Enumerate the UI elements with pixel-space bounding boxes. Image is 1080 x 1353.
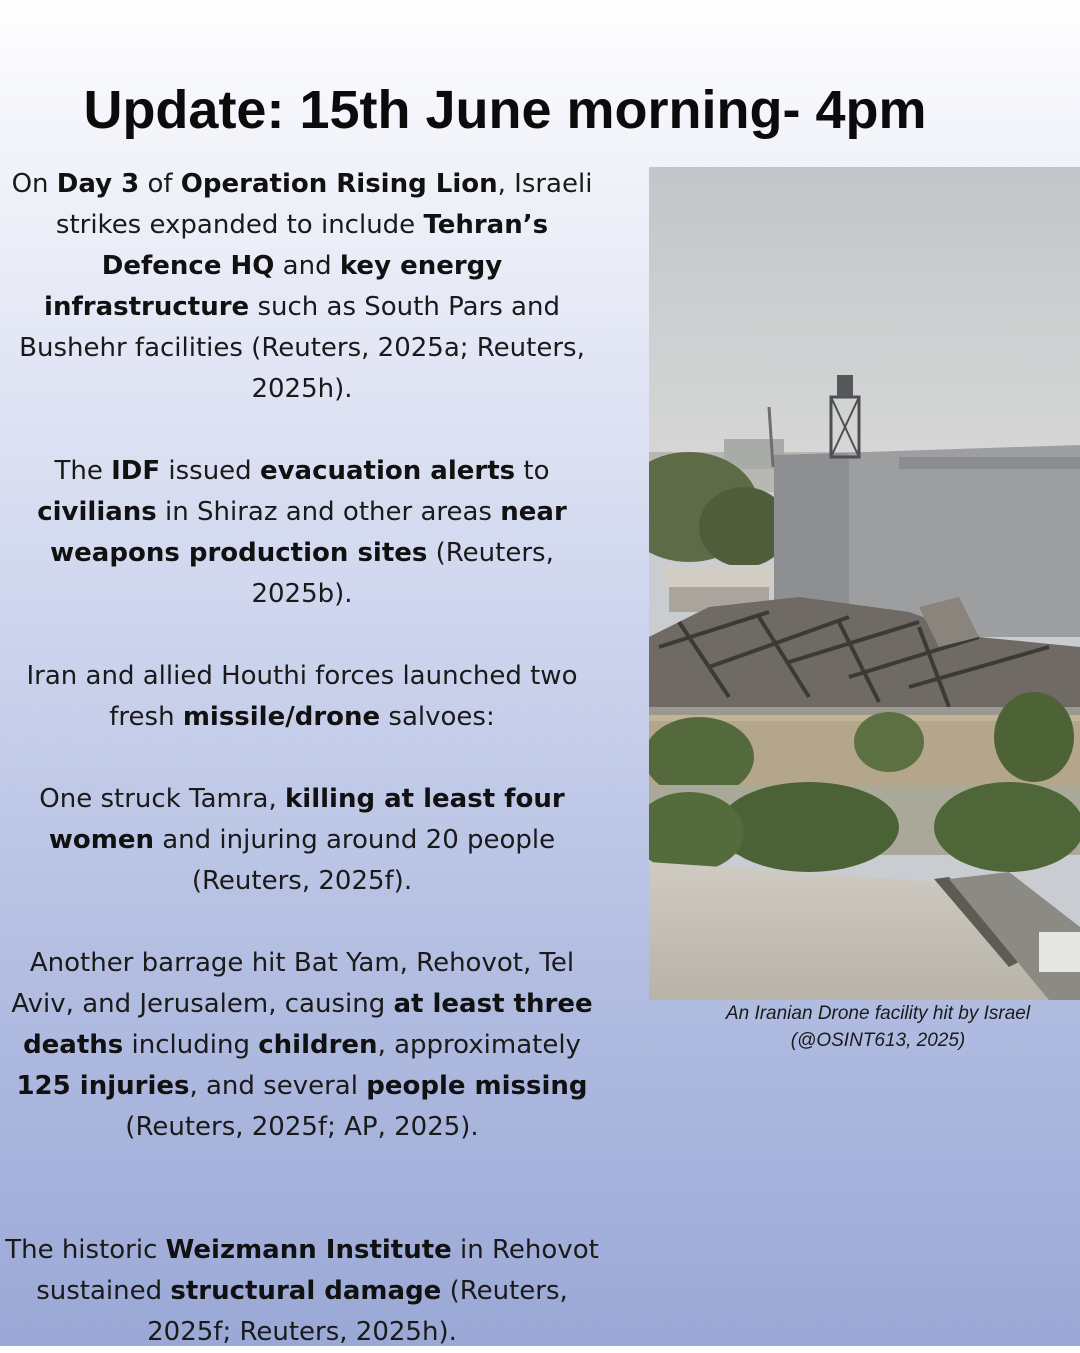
bold-text: near weapons production sites bbox=[50, 497, 567, 568]
caption-line: An Iranian Drone facility hit by Israel bbox=[725, 1003, 1031, 1024]
bold-text: missile/drone bbox=[182, 702, 381, 732]
bold-text: evacuation alerts bbox=[259, 456, 516, 486]
text-span: (Reuters, 2025f; AP, 2025). bbox=[125, 1112, 479, 1142]
bold-text: killing at least four women bbox=[48, 784, 565, 855]
bold-text: Operation Rising Lion bbox=[180, 169, 498, 199]
bold-text: Weizmann Institute bbox=[165, 1235, 452, 1265]
photo-illustration bbox=[649, 167, 1080, 1000]
text-span: issued bbox=[160, 456, 260, 486]
text-span: (Reuters, 2025f; Reuters, 2025h). bbox=[147, 1276, 568, 1347]
bold-text: children bbox=[258, 1030, 378, 1060]
drone-facility-photo bbox=[649, 167, 1080, 1000]
bold-text: civilians bbox=[37, 497, 157, 527]
bold-text: structural damage bbox=[170, 1276, 442, 1306]
paragraph-weizmann bbox=[0, 1230, 604, 1353]
text-span: in Shiraz and other areas bbox=[156, 497, 501, 527]
text-span: including bbox=[123, 1030, 259, 1060]
bold-text: Day 3 bbox=[56, 169, 140, 199]
paragraph-idf-evacuation bbox=[0, 451, 604, 615]
paragraph-tamra bbox=[0, 779, 604, 902]
text-span: On bbox=[11, 169, 57, 199]
text-span: and injuring around 20 people (Reuters, 2025f). bbox=[153, 825, 556, 896]
text-span: (Reuters, 2025b). bbox=[251, 538, 554, 609]
caption-source: (@OSINT613, 2025) bbox=[790, 1030, 966, 1051]
text-span: to bbox=[515, 456, 550, 486]
text-span: The bbox=[54, 456, 112, 486]
text-span: The historic bbox=[5, 1235, 166, 1265]
text-span: of bbox=[139, 169, 181, 199]
article-body bbox=[0, 164, 604, 1353]
text-span: Another barrage hit Bat Yam, Rehovot, Tel Aviv, and Jerusalem, causing bbox=[11, 948, 575, 1019]
text-span: One struck Tamra, bbox=[39, 784, 285, 814]
paragraph-salvoes bbox=[0, 656, 604, 738]
bold-text: people missing bbox=[366, 1071, 588, 1101]
bold-text: at least three deaths bbox=[23, 989, 593, 1060]
text-span: such as South Pars and Bushehr facilities (Reuters, 2025a; Reuters, 2025h). bbox=[19, 292, 585, 404]
page-title: Update: 15th June morning- 4pm bbox=[83, 80, 927, 140]
text-span: , Israeli strikes expanded to include bbox=[55, 169, 593, 240]
text-span: and bbox=[274, 251, 340, 281]
text-span: , approximately bbox=[377, 1030, 581, 1060]
text-span: in Rehovot sustained bbox=[36, 1235, 599, 1306]
bold-text: key energy infrastructure bbox=[44, 251, 503, 322]
paragraph-barrage bbox=[0, 943, 604, 1148]
bold-text: 125 injuries bbox=[16, 1071, 190, 1101]
text-span: , and several bbox=[189, 1071, 367, 1101]
bold-text: IDF bbox=[111, 456, 161, 486]
paragraph-operation-rising-lion bbox=[0, 164, 604, 410]
text-span: salvoes: bbox=[380, 702, 495, 732]
photo-caption bbox=[676, 1000, 1080, 1054]
bold-text: Tehran’s Defence HQ bbox=[101, 210, 549, 281]
text-span: Iran and allied Houthi forces launched two fresh bbox=[26, 661, 578, 732]
